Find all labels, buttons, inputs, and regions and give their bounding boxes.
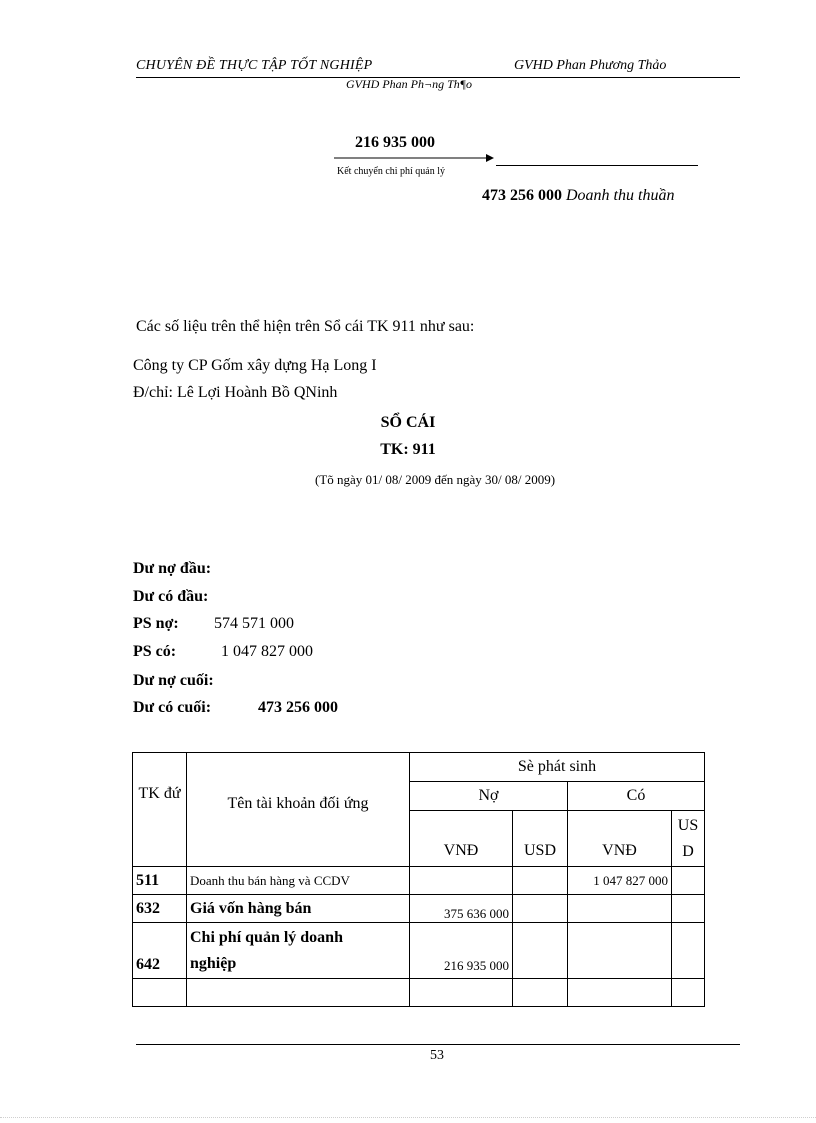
balance-value: 1 047 827 000 xyxy=(221,643,313,660)
row-name: Giá vốn hàng bán xyxy=(187,895,410,923)
row-credit-vnd xyxy=(568,923,672,979)
row-name: Doanh thu bán hàng và CCDV xyxy=(187,867,410,895)
balance-label: PS nợ: xyxy=(133,615,179,632)
col-header-credit-vnd: VNĐ xyxy=(568,811,672,867)
row-tk: 511 xyxy=(133,867,187,895)
ledger-account: TK: 911 xyxy=(380,441,436,458)
balance-period-debit xyxy=(133,615,294,633)
row-credit-vnd: 1 047 827 000 xyxy=(568,867,672,895)
page-edge xyxy=(0,1117,816,1118)
company-name: Công ty CP Gốm xây dựng Hạ Long I xyxy=(133,357,377,374)
col-header-debit: Nợ xyxy=(410,782,568,811)
row-credit-vnd xyxy=(568,895,672,923)
header-title: CHUYÊN ĐỀ THỰC TẬP TỐT NGHIỆP xyxy=(136,58,373,73)
arrow-right-icon xyxy=(334,150,494,164)
transfer-amount: 216 935 000 xyxy=(355,134,435,151)
row-name xyxy=(187,923,410,979)
table-row xyxy=(133,923,705,979)
row-debit-vnd: 375 636 000 xyxy=(410,895,513,923)
net-revenue-amount: 473 256 000 xyxy=(482,187,562,204)
table-row xyxy=(133,895,705,923)
net-revenue-label: Doanh thu thuần xyxy=(566,187,675,204)
balance-value: 473 256 000 xyxy=(258,699,338,716)
balance-opening-credit xyxy=(133,588,263,606)
row-credit-usd xyxy=(672,895,705,923)
balance-closing-debit xyxy=(133,672,263,690)
usd-bottom: D xyxy=(682,842,694,860)
col-header-tk: TK đứ xyxy=(133,753,187,867)
balance-period-credit xyxy=(133,643,313,661)
usd-top: US xyxy=(677,816,699,834)
row-debit-usd xyxy=(513,895,568,923)
balance-label: Dư nợ cuối: xyxy=(133,672,214,689)
row-tk: 632 xyxy=(133,895,187,923)
col-header-credit-usd xyxy=(672,811,705,867)
balance-value: 574 571 000 xyxy=(214,615,294,632)
balance-closing-credit xyxy=(133,699,338,717)
row-name-line2: nghiệp xyxy=(190,954,237,972)
row-debit-vnd: 216 935 000 xyxy=(410,923,513,979)
col-header-debit-usd: USD xyxy=(513,811,568,867)
row-credit-usd xyxy=(672,923,705,979)
row-debit-vnd xyxy=(410,867,513,895)
table-row-empty xyxy=(133,979,705,1007)
t-account-line xyxy=(496,165,698,166)
intro-text: Các số liệu trên thể hiện trên Sổ cái TK 911 như sau: xyxy=(136,318,475,335)
col-header-group: Sè phát sinh xyxy=(410,753,705,782)
header-supervisor: GVHD Phan Phương Thảo xyxy=(514,58,667,73)
footer-divider xyxy=(136,1044,740,1045)
col-header-account-name: Tên tài khoản đối ứng xyxy=(187,753,410,867)
row-tk: 642 xyxy=(133,923,187,979)
balance-label: Dư nợ đầu: xyxy=(133,560,212,577)
page-number: 53 xyxy=(430,1048,444,1063)
row-credit-usd xyxy=(672,867,705,895)
table-row xyxy=(133,867,705,895)
ledger-period: (Tõ ngày 01/ 08/ 2009 đến ngày 30/ 08/ 2009) xyxy=(314,472,556,487)
col-header-debit-vnd: VNĐ xyxy=(410,811,513,867)
row-name-line1: Chi phí quản lý doanh xyxy=(190,928,343,946)
balance-label: Dư có cuối: xyxy=(133,699,212,716)
balance-label: Dư có đầu: xyxy=(133,588,209,605)
net-revenue xyxy=(482,187,674,205)
header-supervisor-garbled: GVHD Phan Ph¬ng Th¶o xyxy=(346,77,473,91)
balance-opening-debit xyxy=(133,560,263,578)
balance-label: PS có: xyxy=(133,643,177,660)
col-header-credit: Có xyxy=(568,782,705,811)
ledger-table xyxy=(132,752,705,1007)
row-debit-usd xyxy=(513,923,568,979)
row-debit-usd xyxy=(513,867,568,895)
transfer-label: Kết chuyển chi phí quản lý xyxy=(337,166,446,177)
ledger-title: SỔ CÁI xyxy=(380,414,436,431)
company-address: Đ/chỉ: Lê Lợi Hoành Bồ QNinh xyxy=(133,384,338,401)
